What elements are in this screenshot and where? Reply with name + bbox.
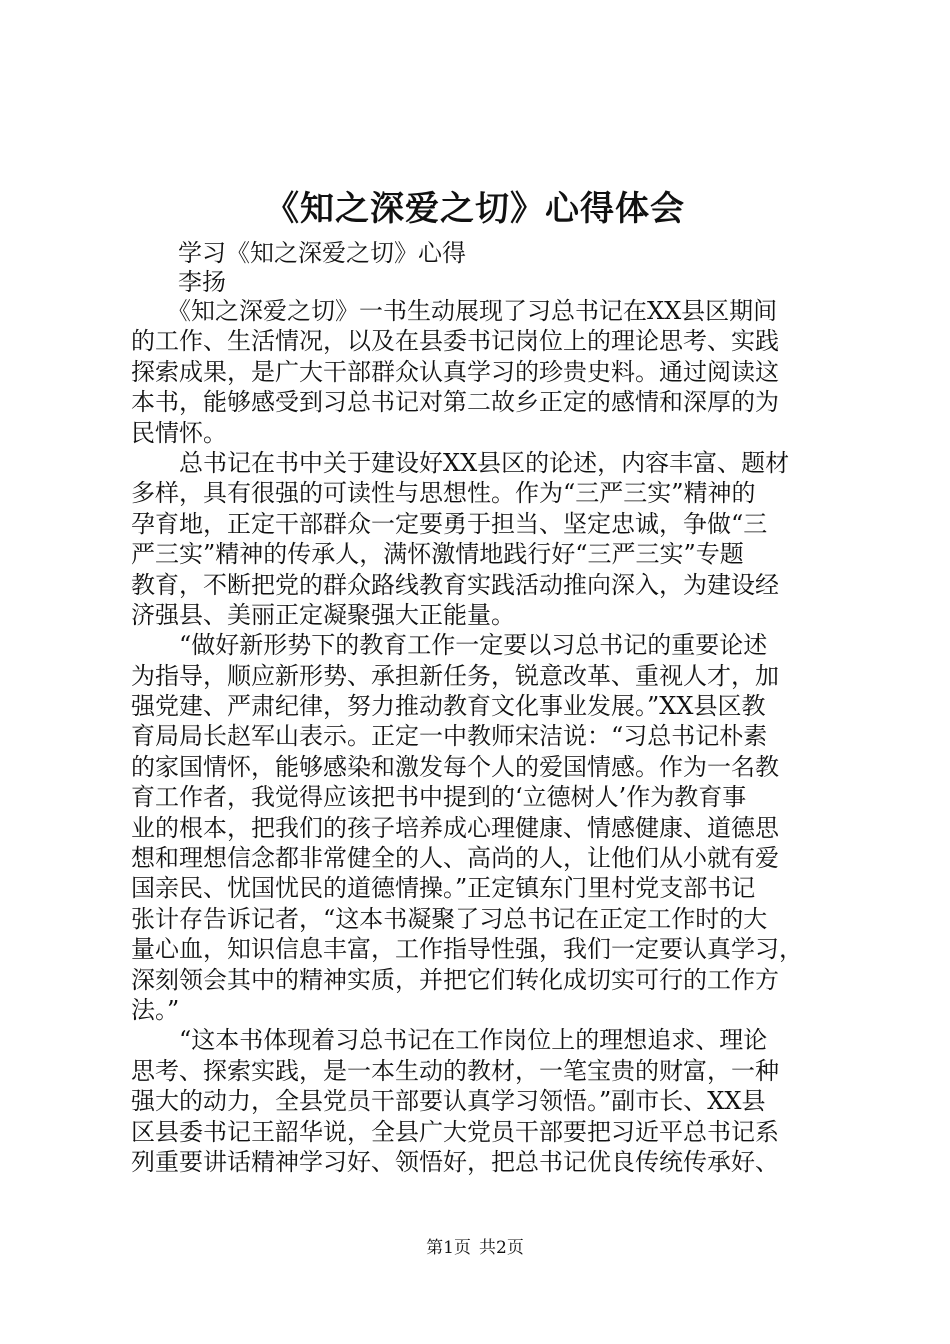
paragraph-line: 育局局长赵军山表示。正定一中教师宋洁说：“习总书记朴素	[131, 722, 768, 751]
page-footer	[0, 1237, 950, 1259]
paragraph-line: 强党建、严肃纪律，努力推动教育文化事业发展。”XX县区教	[131, 692, 766, 721]
document-subtitle: 学习《知之深爱之切》心得	[178, 239, 466, 267]
paragraph-line: 本书，能够感受到习总书记对第二故乡正定的感情和深厚的为	[131, 388, 779, 417]
document-body	[131, 296, 831, 1177]
paragraph-line: 区县委书记王韶华说，全县广大党员干部要把习近平总书记系	[131, 1117, 779, 1146]
paragraph-line: 为指导，顺应新形势、承担新任务，锐意改革、重视人才，加	[131, 661, 779, 690]
paragraph-line: “做好新形势下的教育工作一定要以习总书记的重要论述	[131, 631, 768, 660]
paragraph-line: 的工作、生活情况，以及在县委书记岗位上的理论思考、实践	[131, 327, 779, 356]
body-paragraph	[131, 630, 831, 1025]
document-title: 《知之深爱之切》心得体会	[265, 189, 685, 229]
paragraph-line: 法。”	[131, 995, 180, 1024]
paragraph-line: 教育，不断把党的群众路线教育实践活动推向深入，为建设经	[131, 570, 779, 599]
paragraph-line: 国亲民、忧国忧民的道德情操。”正定镇东门里村党支部书记	[131, 874, 756, 903]
paragraph-line: 多样，具有很强的可读性与思想性。作为“三严三实”精神的	[131, 479, 756, 508]
paragraph-line: 业的根本，把我们的孩子培养成心理健康、情感健康、道德思	[131, 813, 779, 842]
paragraph-line: 济强县、美丽正定凝聚强大正能量。	[131, 600, 515, 629]
document-author: 李扬	[178, 268, 226, 296]
paragraph-line: 严三实”精神的传承人，满怀激情地践行好“三严三实”专题	[131, 540, 744, 569]
page-number: 第1页	[426, 1238, 471, 1258]
paragraph-line: 育工作者，我觉得应该把书中提到的‘立德树人’作为教育事	[131, 783, 747, 812]
paragraph-line: 思考、探索实践，是一本生动的教材，一笔宝贵的财富，一种	[131, 1056, 779, 1085]
paragraph-line: 总书记在书中关于建设好XX县区的论述，内容丰富、题材	[131, 448, 790, 477]
paragraph-line: 想和理想信念都非常健全的人、高尚的人，让他们从小就有爱	[131, 844, 779, 873]
paragraph-line: 深刻领会其中的精神实质，并把它们转化成切实可行的工作方	[131, 965, 779, 994]
paragraph-line: 量心血，知识信息丰富，工作指导性强，我们一定要认真学习，	[131, 935, 803, 964]
paragraph-line: 孕育地，正定干部群众一定要勇于担当、坚定忠诚，争做“三	[131, 509, 768, 538]
body-paragraph	[131, 296, 831, 448]
paragraph-line: “这本书体现着习总书记在工作岗位上的理想追求、理论	[131, 1026, 768, 1055]
paragraph-line: 《知之深爱之切》一书生动展现了习总书记在XX县区期间	[131, 297, 778, 325]
body-paragraph	[131, 1025, 831, 1177]
paragraph-line: 民情怀。	[131, 418, 227, 447]
paragraph-line: 列重要讲话精神学习好、领悟好，把总书记优良传统传承好、	[131, 1147, 779, 1176]
body-paragraph	[131, 448, 831, 630]
page-total: 共2页	[479, 1238, 524, 1258]
paragraph-line: 强大的动力，全县党员干部要认真学习领悟。”副市长、XX县	[131, 1087, 766, 1116]
paragraph-line: 探索成果，是广大干部群众认真学习的珍贵史料。通过阅读这	[131, 357, 779, 386]
paragraph-line: 张计存告诉记者，“这本书凝聚了习总书记在正定工作时的大	[131, 904, 768, 933]
paragraph-line: 的家国情怀，能够感染和激发每个人的爱国情感。作为一名教	[131, 752, 779, 781]
